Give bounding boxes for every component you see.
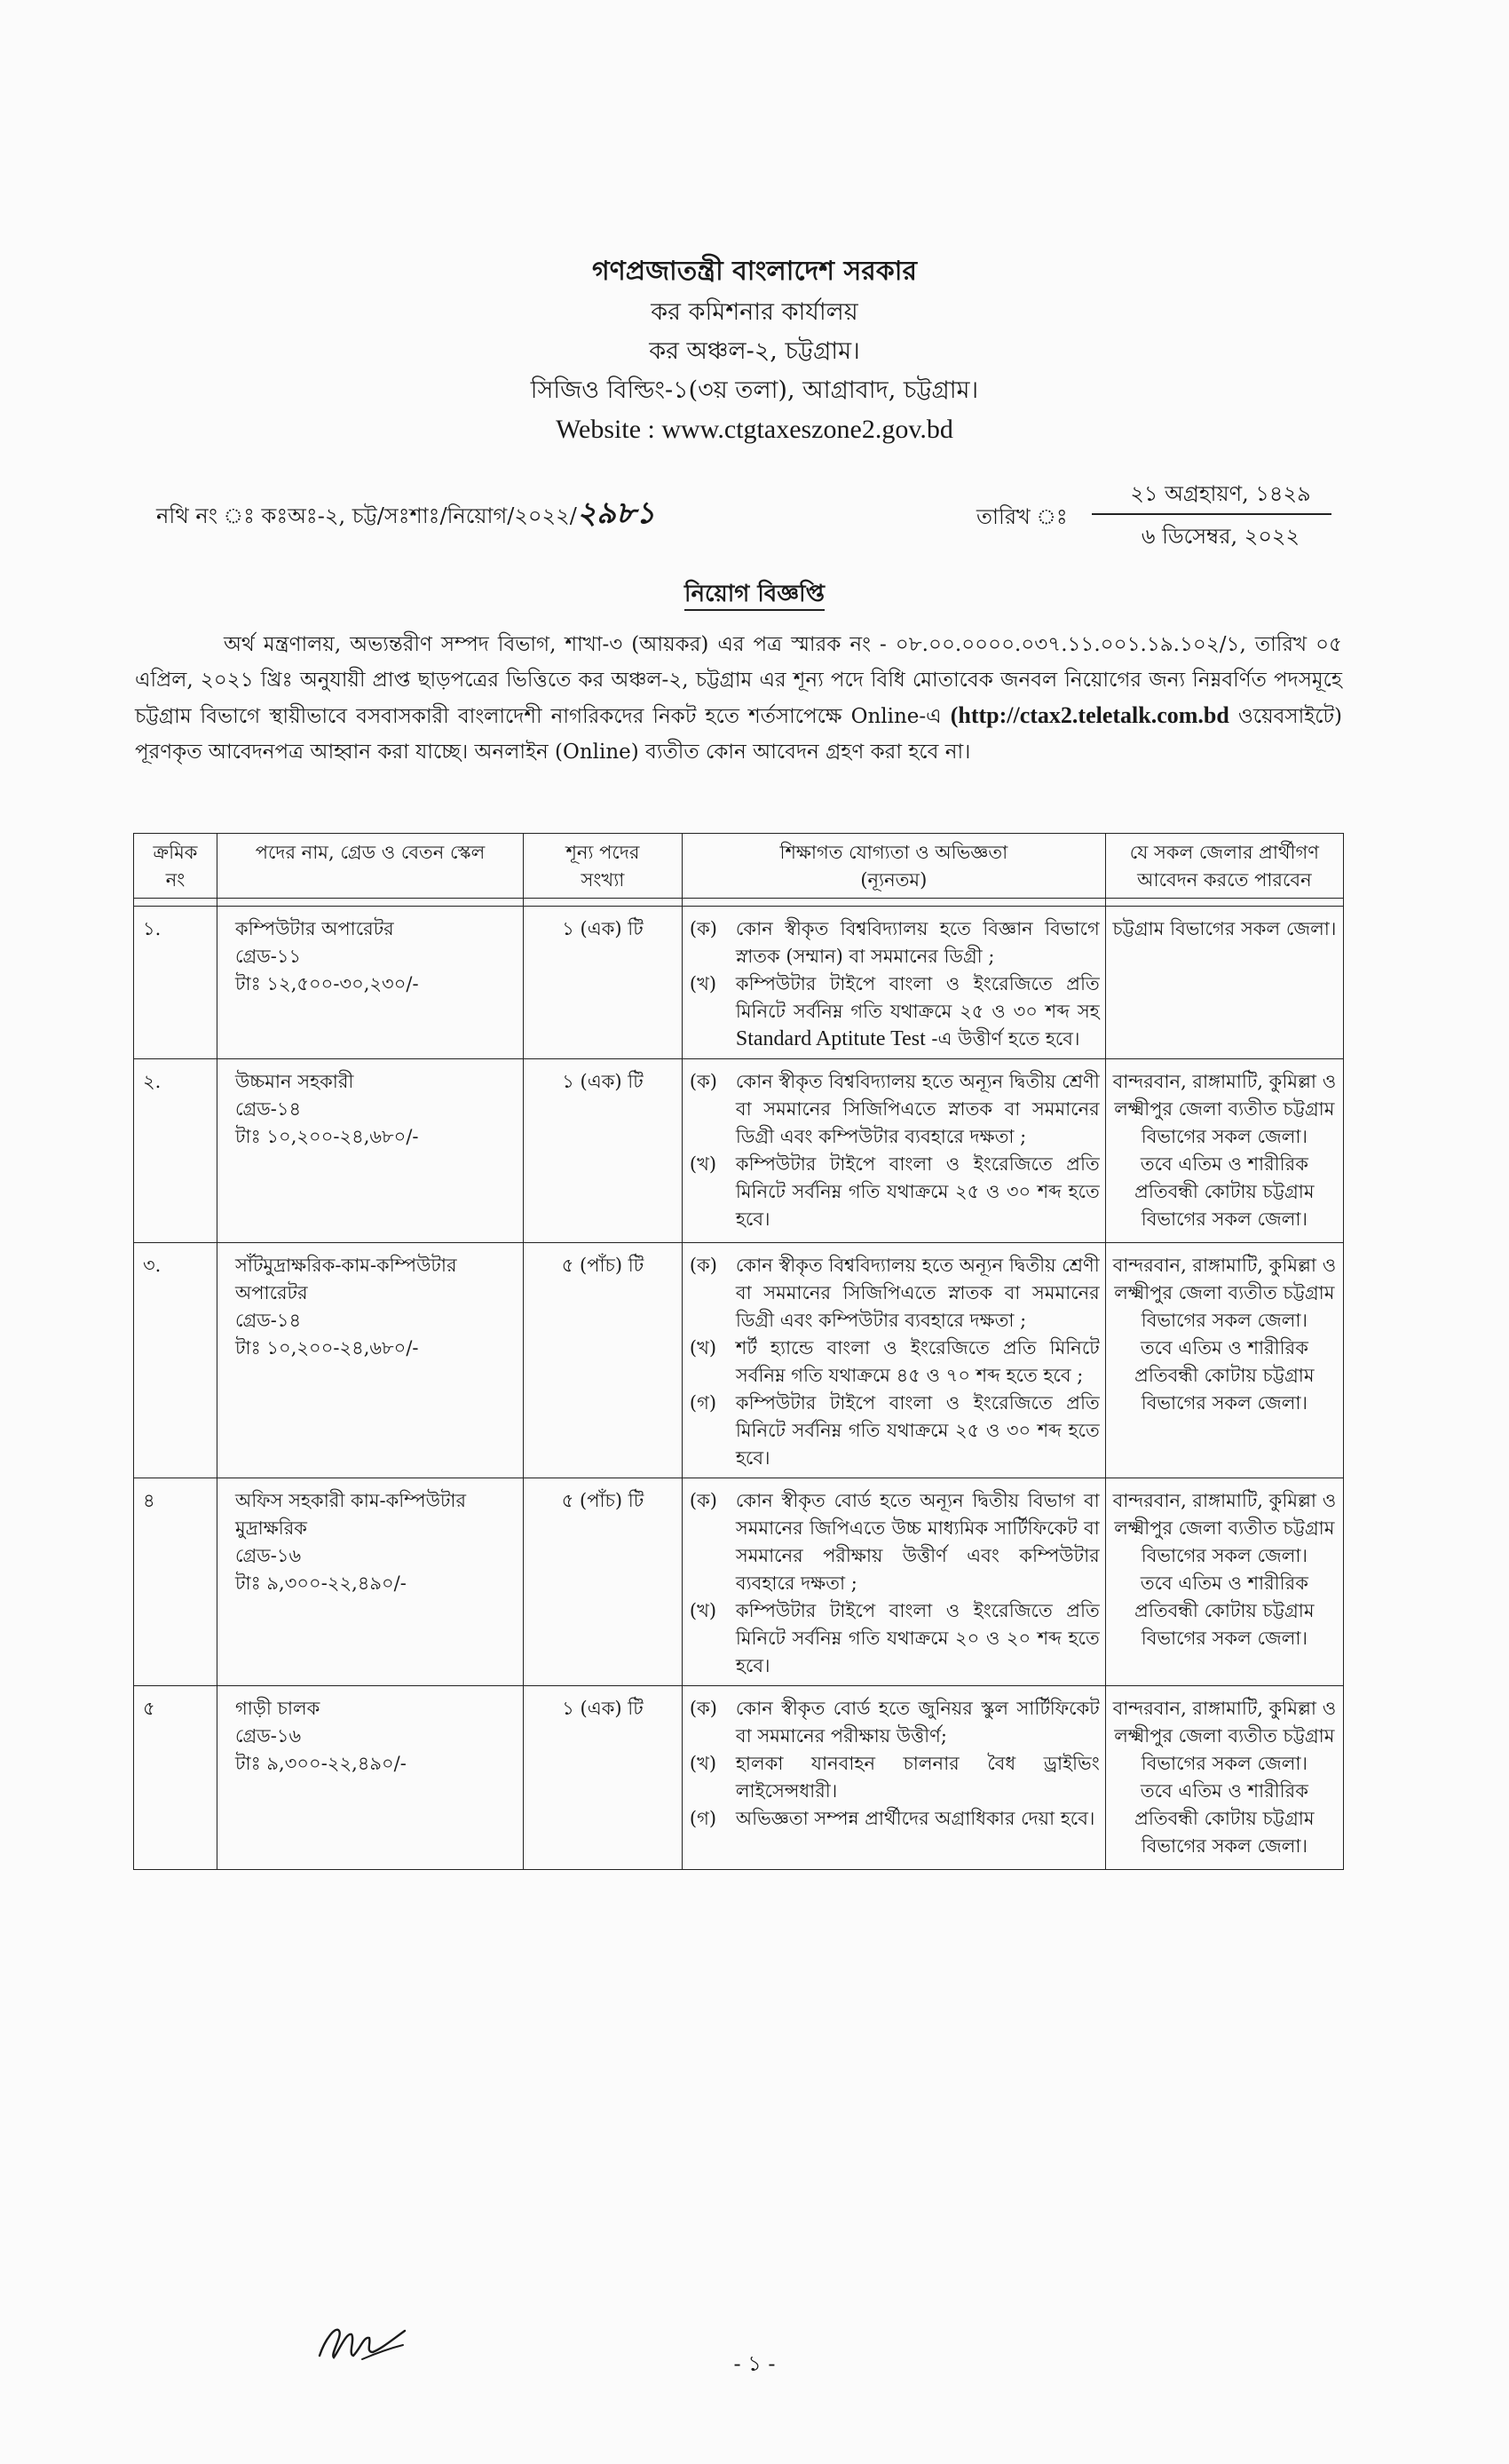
table-row xyxy=(134,1243,1344,1478)
website: Website : www.ctgtaxeszone2.gov.bd xyxy=(556,415,953,444)
table-row xyxy=(134,1478,1344,1686)
government-name: গণপ্রজাতন্ত্রী বাংলাদেশ সরকার xyxy=(592,256,917,287)
vacancy-table xyxy=(133,833,1344,1870)
intro-paragraph xyxy=(135,627,1342,770)
header-count: শূন্য পদের সংখ্যা xyxy=(524,834,683,899)
row-count: ৫ (পাঁচ) টি xyxy=(524,1478,683,1686)
table-row xyxy=(134,1059,1344,1243)
row-serial: ৩. xyxy=(134,1243,217,1478)
file-reference-prefix: নথি নং ঃ কঃঅঃ-২, চট্ট/সঃশাঃ/নিয়োগ/২০২২/ xyxy=(156,503,577,528)
office-address: সিজিও বিল্ডিং-১(৩য় তলা), আগ্রাবাদ, চট্টগ্রাম। xyxy=(530,376,979,404)
file-reference xyxy=(156,490,655,541)
zone-name: কর অঞ্চল-২, চট্টগ্রাম। xyxy=(649,337,860,365)
row-count: ৫ (পাঁচ) টি xyxy=(524,1243,683,1478)
row-serial: ১. xyxy=(134,907,217,1059)
table-header-row xyxy=(134,834,1344,899)
office-name: কর কমিশনার কার্যালয় xyxy=(651,298,858,326)
date-english: ৬ ডিসেম্বর, ২০২২ xyxy=(1141,524,1300,549)
row-qualification: (ক) কোন স্বীকৃত বোর্ড হতে অন্যূন দ্বিতীয় বিভাগ বা সমমানের জিপিএতে উচ্চ মাধ্যমিক সার্টিফিকেট বা সমমানের পরীক্ষায় উত্তীর্ণ এবং কম্পিউটার ব্যবহারে দক্ষতা ; (খ) কম্পিউটার টাইপে বাংলা ও ইংরেজিতে প্রতি মিনিটে সর্বনিম্ন গতি যথাক্রমে ২০ ও ২০ শব্দ হতে হবে। xyxy=(682,1478,1105,1686)
header-districts: যে সকল জেলার প্রার্থীগণ আবেদন করতে পারবেন xyxy=(1105,834,1343,899)
intro-text-2: ওয়েবসাইটে) পূরণকৃত আবেদনপত্র আহ্বান করা যাচ্ছে। অনলাইন (Online) ব্যতীত কোন আবেদন গ্রহণ করা হবে না। xyxy=(135,705,1342,764)
row-districts: বান্দরবান, রাঙ্গামাটি, কুমিল্লা ও লক্ষ্মীপুর জেলা ব্যতীত চট্টগ্রাম বিভাগের সকল জেলা। তবে এতিম ও শারীরিক প্রতিবন্ধী কোটায় চট্টগ্রাম বিভাগের সকল জেলা। xyxy=(1105,1059,1343,1243)
document-header xyxy=(0,250,1509,449)
row-serial: ২. xyxy=(134,1059,217,1243)
handwritten-number: ২৯৮১ xyxy=(576,495,656,531)
header-qualification: শিক্ষাগত যোগ্যতা ও অভিজ্ঞতা (ন্যূনতম) xyxy=(682,834,1105,899)
header-post: পদের নাম, গ্রেড ও বেতন স্কেল xyxy=(217,834,524,899)
header-serial: ক্রমিক নং xyxy=(134,834,217,899)
row-count: ১ (এক) টি xyxy=(524,907,683,1059)
row-count: ১ (এক) টি xyxy=(524,1686,683,1870)
row-districts: চট্টগ্রাম বিভাগের সকল জেলা। xyxy=(1105,907,1343,1059)
row-serial: ৫ xyxy=(134,1686,217,1870)
row-post: সাঁটমুদ্রাক্ষরিক-কাম-কম্পিউটার অপারেটর গ্রেড-১৪ টাঃ ১০,২০০-২৪,৬৮০/- xyxy=(217,1243,524,1478)
table-row xyxy=(134,1686,1344,1870)
table-row xyxy=(134,907,1344,1059)
page-number: - ১ - xyxy=(733,2351,776,2376)
row-post: অফিস সহকারী কাম-কম্পিউটার মুদ্রাক্ষরিক গ্রেড-১৬ টাঃ ৯,৩০০-২২,৪৯০/- xyxy=(217,1478,524,1686)
row-districts: বান্দরবান, রাঙ্গামাটি, কুমিল্লা ও লক্ষ্মীপুর জেলা ব্যতীত চট্টগ্রাম বিভাগের সকল জেলা। তবে এতিম ও শারীরিক প্রতিবন্ধী কোটায় চট্টগ্রাম বিভাগের সকল জেলা। xyxy=(1105,1686,1343,1870)
row-qualification: (ক) কোন স্বীকৃত বিশ্ববিদ্যালয় হতে অন্যূন দ্বিতীয় শ্রেণী বা সমমানের সিজিপিএতে স্নাতক বা সমমানের ডিগ্রী এবং কম্পিউটার ব্যবহারে দক্ষতা ; (খ) কম্পিউটার টাইপে বাংলা ও ইংরেজিতে প্রতি মিনিটে সর্বনিম্ন গতি যথাক্রমে ২৫ ও ৩০ শব্দ হতে হবে। xyxy=(682,1059,1105,1243)
row-count: ১ (এক) টি xyxy=(524,1059,683,1243)
row-districts: বান্দরবান, রাঙ্গামাটি, কুমিল্লা ও লক্ষ্মীপুর জেলা ব্যতীত চট্টগ্রাম বিভাগের সকল জেলা। তবে এতিম ও শারীরিক প্রতিবন্ধী কোটায় চট্টগ্রাম বিভাগের সকল জেলা। xyxy=(1105,1243,1343,1478)
intro-text-1: অর্থ মন্ত্রণালয়, অভ্যন্তরীণ সম্পদ বিভাগ, শাখা-৩ (আয়কর) এর পত্র স্মারক নং - ০৮.০০.০০০০.০৩৭.১১.০০১.১৯.১০২/১, তারিখ ০৫ এপ্রিল, ২০২১ খ্রিঃ অনুযায়ী প্রাপ্ত ছাড়পত্রের ভিত্তিতে কর অঞ্চল-২, চট্টগ্রাম এর শূন্য পদে বিধি মোতাবেক জনবল নিয়োগের জন্য নিম্নবর্ণিত পদসমূহে চট্টগ্রাম বিভাগে স্থায়ীভাবে বসবাসকারী বাংলাদেশী নাগরিকদের নিকট হতে শর্তসাপেক্ষে Online-এ xyxy=(135,633,1342,728)
date-bangla: ২১ অগ্রহায়ণ, ১৪২৯ xyxy=(1130,481,1311,506)
row-qualification: (ক) কোন স্বীকৃত বোর্ড হতে জুনিয়র স্কুল সার্টিফিকেট বা সমমানের পরীক্ষায় উত্তীর্ণ; (খ) হালকা যানবাহন চালনার বৈধ ড্রাইভিং লাইসেন্সধারী। (গ) অভিজ্ঞতা সম্পন্ন প্রার্থীদের অগ্রাধিকার দেয়া হবে। xyxy=(682,1686,1105,1870)
row-qualification: (ক) কোন স্বীকৃত বিশ্ববিদ্যালয় হতে অন্যূন দ্বিতীয় শ্রেণী বা সমমানের সিজিপিএতে স্নাতক বা সমমানের ডিগ্রী এবং কম্পিউটার ব্যবহারে দক্ষতা ; (খ) শর্ট হ্যান্ডে বাংলা ও ইংরেজিতে প্রতি মিনিটে সর্বনিম্ন গতি যথাক্রমে ৪৫ ও ৭০ শব্দ হতে হবে ; (গ) কম্পিউটার টাইপে বাংলা ও ইংরেজিতে প্রতি মিনিটে সর্বনিম্ন গতি যথাক্রমে ২৫ ও ৩০ শব্দ হতে হবে। xyxy=(682,1243,1105,1478)
row-qualification: (ক) কোন স্বীকৃত বিশ্ববিদ্যালয় হতে বিজ্ঞান বিভাগে স্নাতক (সম্মান) বা সমমানের ডিগ্রী ; (খ) কম্পিউটার টাইপে বাংলা ও ইংরেজিতে প্রতি মিনিটে সর্বনিম্ন গতি যথাক্রমে ২৫ ও ৩০ শব্দ সহ Standard Aptitute Test -এ উত্তীর্ণ হতে হবে। xyxy=(682,907,1105,1059)
row-districts: বান্দরবান, রাঙ্গামাটি, কুমিল্লা ও লক্ষ্মীপুর জেলা ব্যতীত চট্টগ্রাম বিভাগের সকল জেলা। তবে এতিম ও শারীরিক প্রতিবন্ধী কোটায় চট্টগ্রাম বিভাগের সকল জেলা। xyxy=(1105,1478,1343,1686)
application-url: (http://ctax2.teletalk.com.bd xyxy=(950,702,1229,728)
row-serial: ৪ xyxy=(134,1478,217,1686)
row-post: কম্পিউটার অপারেটর গ্রেড-১১ টাঃ ১২,৫০০-৩০,২৩০/- xyxy=(217,907,524,1059)
row-post: গাড়ী চালক গ্রেড-১৬ টাঃ ৯,৩০০-২২,৪৯০/- xyxy=(217,1686,524,1870)
date-divider xyxy=(1092,513,1331,515)
notice-title: নিয়োগ বিজ্ঞপ্তি xyxy=(0,575,1509,614)
date-label: তারিখ ঃ xyxy=(976,504,1068,529)
row-post: উচ্চমান সহকারী গ্রেড-১৪ টাঃ ১০,২০০-২৪,৬৮০/- xyxy=(217,1059,524,1243)
